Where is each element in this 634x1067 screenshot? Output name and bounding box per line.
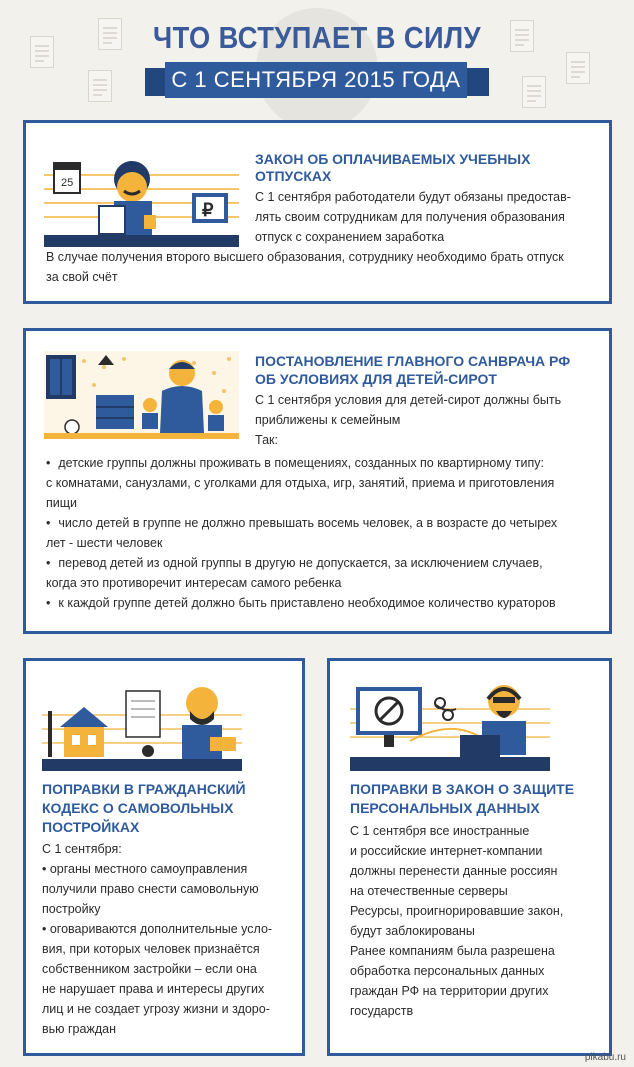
bullet-item: • детские группы должны проживать в помещениях, созданных по квартирному типу:	[46, 453, 544, 473]
bullet-item: • число детей в группе не должно превышать восемь человек, а в возрасте до четырех	[46, 513, 557, 533]
card-text-line: вью граждан	[42, 1022, 116, 1036]
card-personal-data	[327, 658, 612, 1056]
card-text-line: вия, при которых человек признаётся	[42, 942, 260, 956]
orphans-illustration	[44, 351, 239, 439]
page-title: ЧТО ВСТУПАЕТ В СИЛУ	[152, 20, 482, 55]
card-paid-study-leave	[23, 120, 612, 304]
bullet-item-continuation: когда это противоречит интересам самого ребенка	[46, 576, 342, 590]
card-text-line: Ресурсы, проигнорировавшие закон,	[350, 904, 564, 918]
bullet-item: • перевод детей из одной группы в другую не допускается, за исключением случаев,	[46, 553, 543, 573]
card-text-line: получили право снести самовольную	[42, 882, 259, 896]
card-title: ПОПРАВКИ В ГРАЖДАНСКИЙ	[42, 781, 246, 797]
card-text-line: лять своим сотрудникам для получения образования	[255, 210, 565, 224]
card-text-line: С 1 сентября условия для детей-сирот должны быть	[255, 393, 562, 407]
card-text-line: постройку	[42, 902, 101, 916]
card-note-line: В случае получения второго высшего образования, сотруднику необходимо брать отпуск	[46, 250, 564, 264]
card-title: ЗАКОН ОБ ОПЛАЧИВАЕМЫХ УЧЕБНЫХ	[255, 151, 531, 167]
document-icon	[522, 76, 546, 108]
document-icon	[88, 70, 112, 102]
card-text-line: обработка персональных данных	[350, 964, 545, 978]
card-text-line: собственником застройки – если она	[42, 962, 257, 976]
construction-illustration	[42, 681, 242, 771]
card-title: ПОСТАНОВЛЕНИЕ ГЛАВНОГО САНВРАЧА РФ	[255, 353, 571, 369]
svg-text:₽: ₽	[202, 200, 214, 220]
card-title: ПОСТРОЙКАХ	[42, 819, 140, 835]
card-text-line: С 1 сентября работодатели будут обязаны предостав-	[255, 190, 571, 204]
card-note-line: за свой счёт	[46, 270, 118, 284]
watermark: pikabu.ru	[584, 1052, 626, 1063]
card-unauthorized-construction	[23, 658, 305, 1056]
card-text-line: граждан РФ на территории других	[350, 984, 549, 998]
card-text-line: • органы местного самоуправления	[42, 862, 248, 876]
calendar-day: 25	[61, 177, 74, 189]
card-text-line: должны перенести данные россиян	[350, 864, 558, 878]
card-text-line: лиц и не создает угрозу жизни и здоро-	[42, 1002, 270, 1016]
personal-data-illustration	[350, 679, 550, 771]
card-text-line: С 1 сентября:	[42, 842, 122, 856]
card-text-line: • оговариваются дополнительные усло-	[42, 922, 273, 936]
card-text-line: Так:	[255, 433, 278, 447]
card-title: ПЕРСОНАЛЬНЫХ ДАННЫХ	[350, 800, 540, 816]
card-text-line: приближены к семейным	[255, 413, 401, 427]
bullet-item-continuation: с комнатами, санузлами, с уголками для отдыха, игр, занятий, приема и приготовления	[46, 476, 555, 490]
page-subtitle: С 1 СЕНТЯБРЯ 2015 ГОДА	[165, 62, 467, 98]
card-title: КОДЕКС О САМОВОЛЬНЫХ	[42, 800, 234, 816]
document-icon	[566, 52, 590, 84]
card-text-line: С 1 сентября все иностранные	[350, 824, 530, 838]
study-leave-illustration	[44, 155, 239, 247]
card-text-line: государств	[350, 1004, 414, 1018]
card-text-line: будут заблокированы	[350, 924, 475, 938]
card-title: ПОПРАВКИ В ЗАКОН О ЗАЩИТЕ	[350, 781, 575, 797]
bullet-item-continuation: лет - шести человек	[46, 536, 163, 550]
bullet-item-continuation: пищи	[46, 496, 78, 510]
card-text-line: Ранее компаниям была разрешена	[350, 944, 555, 958]
card-text-line: отпуск с сохранением заработка	[255, 230, 445, 244]
card-title: ОБ УСЛОВИЯХ ДЛЯ ДЕТЕЙ-СИРОТ	[255, 371, 497, 387]
card-text-line: не нарушает права и интересы других	[42, 982, 265, 996]
card-orphans-conditions	[23, 328, 612, 634]
card-text-line: и российские интернет-компании	[350, 844, 543, 858]
bullet-item: • к каждой группе детей должно быть приставлено необходимое количество кураторов	[46, 593, 556, 613]
card-title: ОТПУСКАХ	[255, 168, 332, 184]
card-text-line: на отечественные серверы	[350, 884, 508, 898]
